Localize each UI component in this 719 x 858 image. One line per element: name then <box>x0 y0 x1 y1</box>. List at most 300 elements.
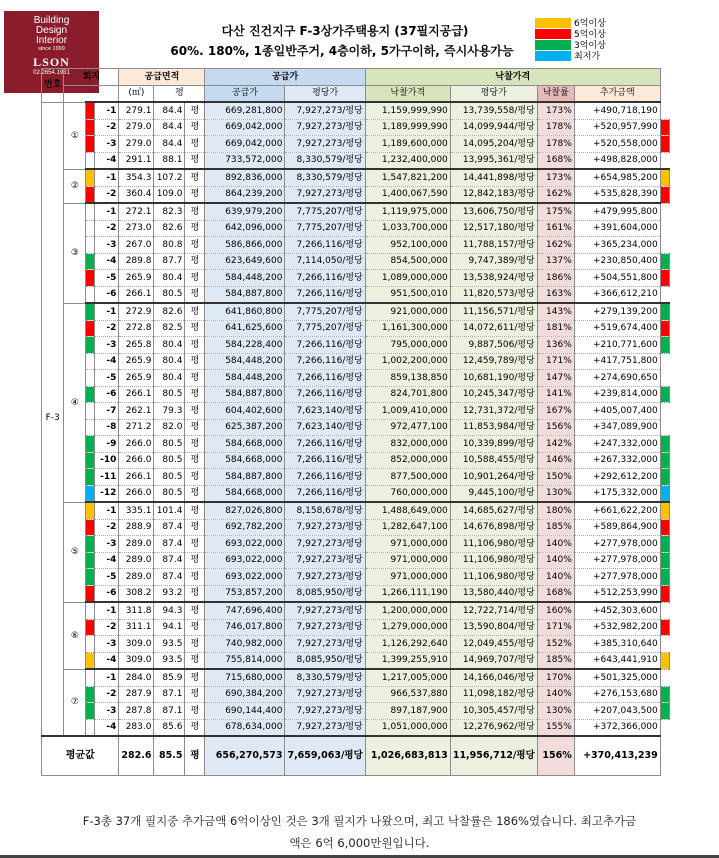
table-row <box>42 152 670 169</box>
supply-price-per-py: 7,266,116/평당 <box>285 370 365 387</box>
average-supply: 656,270,573 <box>205 736 285 776</box>
summary-caption <box>0 810 719 854</box>
supply-price-per-py: 7,775,207/평당 <box>285 303 365 320</box>
lot-number: -4 <box>95 652 119 669</box>
extra-amount: +417,751,800 <box>574 353 660 370</box>
supply-price: 584,448,200 <box>205 270 285 287</box>
winning-price-per-py: 11,098,182/평당 <box>450 686 537 703</box>
marker-left <box>86 119 95 136</box>
marker-left <box>86 452 95 469</box>
area-m2: 272.1 <box>119 203 154 220</box>
winning-price-per-py: 14,685,627/평당 <box>450 502 537 519</box>
lot-number: -1 <box>95 502 119 519</box>
lot-number: -5 <box>95 569 119 586</box>
area-m2: 335.1 <box>119 502 154 519</box>
winning-price: 852,000,000 <box>365 452 450 469</box>
lot-number: -3 <box>95 536 119 553</box>
marker-left <box>86 286 95 303</box>
area-m2: 287.8 <box>119 703 154 720</box>
area-py: 80.5 <box>154 286 185 303</box>
page-title: 다산 진건지구 F-3상가주택용지 (37필지공급) <box>221 24 469 38</box>
winning-rate: 162% <box>537 237 574 254</box>
area-py: 84.4 <box>154 136 185 153</box>
supply-price: 642,096,000 <box>205 220 285 237</box>
marker-left <box>86 136 95 153</box>
supply-price-per-py: 7,775,207/평당 <box>285 203 365 220</box>
supply-price-per-py: 7,927,273/평당 <box>285 102 365 119</box>
group-label: ⑦ <box>64 669 86 736</box>
caption-line-2: 액은 6억 6,000만원입니다. <box>289 836 430 850</box>
winning-price: 1,282,647,100 <box>365 519 450 536</box>
supply-price-per-py: 7,927,273/평당 <box>285 136 365 153</box>
table-row <box>42 485 670 502</box>
winning-price: 921,000,000 <box>365 303 450 320</box>
area-py: 88.1 <box>154 152 185 169</box>
area-py: 93.5 <box>154 652 185 669</box>
area-m2: 279.1 <box>119 102 154 119</box>
area-py-unit: 평 <box>185 585 205 602</box>
winning-price-per-py: 14,969,707/평당 <box>450 652 537 669</box>
table-row <box>42 669 670 686</box>
area-py-unit: 평 <box>185 403 205 420</box>
header-lot: 회지 <box>64 69 119 86</box>
winning-price-per-py: 13,590,804/평당 <box>450 619 537 636</box>
marker-right <box>660 536 669 553</box>
winning-price-per-py: 11,853,984/평당 <box>450 419 537 436</box>
winning-rate: 140% <box>537 552 574 569</box>
supply-price-per-py: 7,266,116/평당 <box>285 270 365 287</box>
marker-right <box>660 337 669 354</box>
winning-price: 1,002,200,000 <box>365 353 450 370</box>
extra-amount: +210,771,600 <box>574 337 660 354</box>
marker-right <box>660 652 669 669</box>
lot-number: -12 <box>95 485 119 502</box>
winning-price: 972,477,100 <box>365 419 450 436</box>
table-row <box>42 652 670 669</box>
winning-rate: 175% <box>537 203 574 220</box>
extra-amount: +490,718,190 <box>574 102 660 119</box>
area-py-unit: 평 <box>185 502 205 519</box>
legend-label: 3억이상 <box>574 41 606 51</box>
marker-right <box>660 719 669 736</box>
area-py: 82.3 <box>154 203 185 220</box>
area-py: 87.4 <box>154 519 185 536</box>
supply-price-per-py: 7,927,273/평당 <box>285 186 365 203</box>
lot-number: -1 <box>95 102 119 119</box>
lot-number: -2 <box>95 686 119 703</box>
lot-number: -3 <box>95 636 119 653</box>
marker-left <box>86 652 95 669</box>
area-py: 79.3 <box>154 403 185 420</box>
marker-left <box>86 220 95 237</box>
supply-price-per-py: 7,927,273/평당 <box>285 703 365 720</box>
area-py: 80.4 <box>154 270 185 287</box>
marker-right <box>660 237 669 254</box>
marker-right <box>660 519 669 536</box>
winning-price-per-py: 11,106,980/평당 <box>450 536 537 553</box>
area-m2: 273.0 <box>119 220 154 237</box>
caption-line-1: F-3총 37개 필지중 추가금액 6억이상인 것은 3개 필지가 나왔으며, 최고 낙찰률은 186%였습니다. 최고추가금 <box>82 814 637 828</box>
table-row <box>42 469 670 486</box>
group-label: ② <box>64 169 86 203</box>
extra-amount: +207,043,500 <box>574 703 660 720</box>
area-py-unit: 평 <box>185 136 205 153</box>
winning-price-per-py: 14,099,944/평당 <box>450 119 537 136</box>
logo-since: since 1999 <box>38 46 65 52</box>
supply-price-per-py: 7,927,273/평당 <box>285 569 365 586</box>
group-label: ⑤ <box>64 502 86 602</box>
lot-number: -1 <box>95 602 119 619</box>
marker-left <box>86 303 95 320</box>
lot-number: -2 <box>95 186 119 203</box>
marker-left <box>86 337 95 354</box>
marker-right <box>660 436 669 453</box>
winning-rate: 140% <box>537 686 574 703</box>
winning-price-per-py: 10,588,455/평당 <box>450 452 537 469</box>
marker-left <box>86 686 95 703</box>
supply-price-per-py: 8,330,579/평당 <box>285 669 365 686</box>
winning-price: 1,232,400,000 <box>365 152 450 169</box>
winning-price-per-py: 11,106,980/평당 <box>450 569 537 586</box>
area-py: 80.4 <box>154 370 185 387</box>
winning-price: 1,400,067,590 <box>365 186 450 203</box>
marker-right <box>660 386 669 403</box>
winning-price: 859,138,850 <box>365 370 450 387</box>
area-py-unit: 평 <box>185 169 205 186</box>
winning-price: 1,089,000,000 <box>365 270 450 287</box>
marker-right <box>660 602 669 619</box>
area-py-unit: 평 <box>185 669 205 686</box>
winning-price-per-py: 12,731,372/평당 <box>450 403 537 420</box>
marker-left <box>86 203 95 220</box>
lot-number: -5 <box>95 270 119 287</box>
area-py: 82.0 <box>154 419 185 436</box>
supply-price: 733,572,000 <box>205 152 285 169</box>
lot-number: -4 <box>95 719 119 736</box>
lot-number: -7 <box>95 403 119 420</box>
winning-price: 971,000,000 <box>365 552 450 569</box>
marker-right <box>660 403 669 420</box>
area-py-unit: 평 <box>185 719 205 736</box>
marker-left <box>86 152 95 169</box>
area-m2: 311.8 <box>119 602 154 619</box>
winning-price-per-py: 13,606,750/평당 <box>450 203 537 220</box>
marker-left <box>86 353 95 370</box>
lot-number: -1 <box>95 669 119 686</box>
supply-price-per-py: 7,266,116/평당 <box>285 452 365 469</box>
area-m2: 308.2 <box>119 585 154 602</box>
header-supply-price: 공급가 <box>205 85 285 102</box>
marker-right <box>660 469 669 486</box>
area-py-unit: 평 <box>185 419 205 436</box>
supply-price: 584,448,200 <box>205 353 285 370</box>
area-m2: 271.2 <box>119 419 154 436</box>
lot-number: -1 <box>95 203 119 220</box>
header-area-py: 평 <box>154 85 205 102</box>
lot-number: -3 <box>95 237 119 254</box>
supply-price: 746,017,800 <box>205 619 285 636</box>
winning-rate: 186% <box>537 270 574 287</box>
area-py: 87.4 <box>154 569 185 586</box>
extra-amount: +292,612,200 <box>574 469 660 486</box>
area-py: 84.4 <box>154 119 185 136</box>
area-py-unit: 평 <box>185 452 205 469</box>
area-m2: 283.0 <box>119 719 154 736</box>
winning-rate: 168% <box>537 585 574 602</box>
winning-price-per-py: 14,095,204/평당 <box>450 136 537 153</box>
marker-left <box>86 469 95 486</box>
marker-right <box>660 552 669 569</box>
legend-label: 5억이상 <box>574 30 606 40</box>
marker-left <box>86 552 95 569</box>
area-py-unit: 평 <box>185 237 205 254</box>
header-area-m2: (㎡) <box>119 85 154 102</box>
extra-amount: +519,674,400 <box>574 320 660 337</box>
winning-price: 1,161,300,000 <box>365 320 450 337</box>
legend-swatch <box>535 51 571 61</box>
winning-rate: 142% <box>537 436 574 453</box>
lot-number: -3 <box>95 337 119 354</box>
area-m2: 289.0 <box>119 536 154 553</box>
lot-number: -2 <box>95 220 119 237</box>
area-m2: 309.0 <box>119 636 154 653</box>
header-no: 번호 <box>42 69 64 103</box>
table-row <box>42 237 670 254</box>
winning-rate: 180% <box>537 502 574 519</box>
winning-rate: 150% <box>537 469 574 486</box>
table-row <box>42 452 670 469</box>
lot-number: -5 <box>95 370 119 387</box>
winning-price: 897,187,900 <box>365 703 450 720</box>
marker-left <box>86 102 95 119</box>
lot-number: -6 <box>95 386 119 403</box>
winning-price: 1,217,005,000 <box>365 669 450 686</box>
area-m2: 360.4 <box>119 186 154 203</box>
winning-rate: 156% <box>537 419 574 436</box>
winning-price-per-py: 9,747,389/평당 <box>450 253 537 270</box>
marker-left <box>86 669 95 686</box>
area-py: 85.9 <box>154 669 185 686</box>
marker-right <box>660 270 669 287</box>
marker-left <box>86 585 95 602</box>
area-py-unit: 평 <box>185 203 205 220</box>
legend-swatch <box>535 40 571 50</box>
winning-price: 1,266,111,190 <box>365 585 450 602</box>
header-supply: 공급가 <box>205 69 365 86</box>
supply-price-per-py: 7,927,273/평당 <box>285 519 365 536</box>
winning-price-per-py: 13,580,440/평당 <box>450 585 537 602</box>
area-py: 82.6 <box>154 220 185 237</box>
area-py: 84.4 <box>154 102 185 119</box>
extra-amount: +175,332,000 <box>574 485 660 502</box>
winning-price: 832,000,000 <box>365 436 450 453</box>
winning-price-per-py: 11,820,573/평당 <box>450 286 537 303</box>
winning-price: 877,500,000 <box>365 469 450 486</box>
supply-price: 586,866,000 <box>205 237 285 254</box>
area-m2: 266.1 <box>119 469 154 486</box>
marker-right <box>660 136 669 153</box>
winning-price: 951,500,010 <box>365 286 450 303</box>
winning-rate: 146% <box>537 452 574 469</box>
supply-price-per-py: 7,266,116/평당 <box>285 337 365 354</box>
extra-amount: +372,366,000 <box>574 719 660 736</box>
supply-price: 641,860,800 <box>205 303 285 320</box>
winning-price: 1,200,000,000 <box>365 602 450 619</box>
area-m2: 311.1 <box>119 619 154 636</box>
extra-amount: +520,957,990 <box>574 119 660 136</box>
area-m2: 266.0 <box>119 452 154 469</box>
table-row <box>42 253 670 270</box>
supply-price-per-py: 8,158,678/평당 <box>285 502 365 519</box>
supply-price: 693,022,000 <box>205 569 285 586</box>
table-row <box>42 303 670 320</box>
marker-right <box>660 303 669 320</box>
winning-price-per-py: 9,887,506/평당 <box>450 337 537 354</box>
winning-price-per-py: 14,441,898/평당 <box>450 169 537 186</box>
marker-right <box>660 485 669 502</box>
area-m2: 266.0 <box>119 436 154 453</box>
winning-price: 971,000,000 <box>365 536 450 553</box>
table-row <box>42 203 670 220</box>
winning-rate: 173% <box>537 102 574 119</box>
marker-left <box>86 619 95 636</box>
supply-price: 623,649,600 <box>205 253 285 270</box>
extra-amount: +267,332,000 <box>574 452 660 469</box>
area-m2: 279.0 <box>119 136 154 153</box>
winning-price: 1,399,255,910 <box>365 652 450 669</box>
lot-number: -3 <box>95 136 119 153</box>
winning-rate: 178% <box>537 136 574 153</box>
marker-right <box>660 169 669 186</box>
group-label: ③ <box>64 203 86 303</box>
table-row <box>42 419 670 436</box>
winning-rate: 143% <box>537 303 574 320</box>
marker-right <box>660 370 669 387</box>
area-py: 93.2 <box>154 585 185 602</box>
header-win-price: 낙찰가격 <box>365 85 450 102</box>
table-row <box>42 220 670 237</box>
winning-price-per-py: 12,722,714/평당 <box>450 602 537 619</box>
supply-price: 584,887,800 <box>205 286 285 303</box>
extra-amount: +520,558,000 <box>574 136 660 153</box>
group-label: ① <box>64 102 86 169</box>
winning-price-per-py: 10,339,899/평당 <box>450 436 537 453</box>
marker-left <box>86 636 95 653</box>
marker-left <box>86 270 95 287</box>
table-row <box>42 403 670 420</box>
header-win-ppy: 평당가 <box>450 85 537 102</box>
zone-label <box>42 102 64 736</box>
area-py-unit: 평 <box>185 303 205 320</box>
table-row <box>42 552 670 569</box>
extra-amount: +405,007,400 <box>574 403 660 420</box>
table-row <box>42 636 670 653</box>
supply-price: 892,836,000 <box>205 169 285 186</box>
area-py: 80.4 <box>154 337 185 354</box>
average-py: 85.5 <box>154 736 185 776</box>
marker-right <box>660 220 669 237</box>
average-py-unit: 평 <box>185 736 205 776</box>
area-py-unit: 평 <box>185 270 205 287</box>
table-row <box>42 436 670 453</box>
winning-price-per-py: 12,049,455/평당 <box>450 636 537 653</box>
marker-right <box>660 669 669 686</box>
winning-price: 952,100,000 <box>365 237 450 254</box>
winning-price: 795,000,000 <box>365 337 450 354</box>
average-extra: +370,413,239 <box>574 736 660 776</box>
logo-phone: 02.2654.1931 <box>33 70 70 76</box>
area-m2: 287.9 <box>119 686 154 703</box>
lot-number: -2 <box>95 119 119 136</box>
area-m2: 266.0 <box>119 485 154 502</box>
group-label: ⑥ <box>64 602 86 669</box>
header-winning: 낙찰가격 <box>365 69 660 86</box>
extra-amount: +385,310,640 <box>574 636 660 653</box>
table-row <box>42 703 670 720</box>
extra-amount: +535,828,390 <box>574 186 660 203</box>
marker-left <box>86 519 95 536</box>
lot-number: -3 <box>95 703 119 720</box>
supply-price: 584,668,000 <box>205 485 285 502</box>
extra-amount: +366,612,210 <box>574 286 660 303</box>
supply-price-per-py: 7,266,116/평당 <box>285 436 365 453</box>
table-row <box>42 370 670 387</box>
supply-price-per-py: 7,927,273/평당 <box>285 686 365 703</box>
area-m2: 266.1 <box>119 386 154 403</box>
winning-rate: 141% <box>537 386 574 403</box>
area-m2: 265.8 <box>119 337 154 354</box>
lot-number: -1 <box>95 303 119 320</box>
extra-amount: +230,850,400 <box>574 253 660 270</box>
marker-left <box>86 419 95 436</box>
lot-number: -6 <box>95 585 119 602</box>
area-py-unit: 평 <box>185 652 205 669</box>
supply-price: 639,979,200 <box>205 203 285 220</box>
supply-price-per-py: 7,266,116/평당 <box>285 386 365 403</box>
area-py: 109.0 <box>154 186 185 203</box>
table-row <box>42 169 670 186</box>
marker-right <box>660 636 669 653</box>
extra-amount: +391,604,000 <box>574 220 660 237</box>
supply-price-per-py: 8,085,950/평당 <box>285 652 365 669</box>
area-py-unit: 평 <box>185 636 205 653</box>
supply-price-per-py: 7,927,273/평당 <box>285 619 365 636</box>
winning-rate: 178% <box>537 119 574 136</box>
supply-price: 827,026,800 <box>205 502 285 519</box>
lot-number: -8 <box>95 419 119 436</box>
area-py-unit: 평 <box>185 102 205 119</box>
winning-rate: 167% <box>537 403 574 420</box>
winning-rate: 130% <box>537 703 574 720</box>
winning-price-per-py: 13,538,924/평당 <box>450 270 537 287</box>
extra-amount: +498,828,000 <box>574 152 660 169</box>
winning-price: 1,009,410,000 <box>365 403 450 420</box>
winning-price: 1,189,600,000 <box>365 136 450 153</box>
area-py: 80.5 <box>154 452 185 469</box>
winning-price: 1,159,999,990 <box>365 102 450 119</box>
winning-rate: 171% <box>537 619 574 636</box>
supply-price: 693,022,000 <box>205 536 285 553</box>
supply-price-per-py: 8,330,579/평당 <box>285 152 365 169</box>
marker-right <box>660 152 669 169</box>
supply-price: 693,022,000 <box>205 552 285 569</box>
table-row <box>42 186 670 203</box>
winning-price: 1,189,999,990 <box>365 119 450 136</box>
extra-amount: +479,995,800 <box>574 203 660 220</box>
winning-rate: 185% <box>537 652 574 669</box>
logo-line-building: Building <box>33 15 70 26</box>
legend-label: 6억이상 <box>574 19 606 29</box>
